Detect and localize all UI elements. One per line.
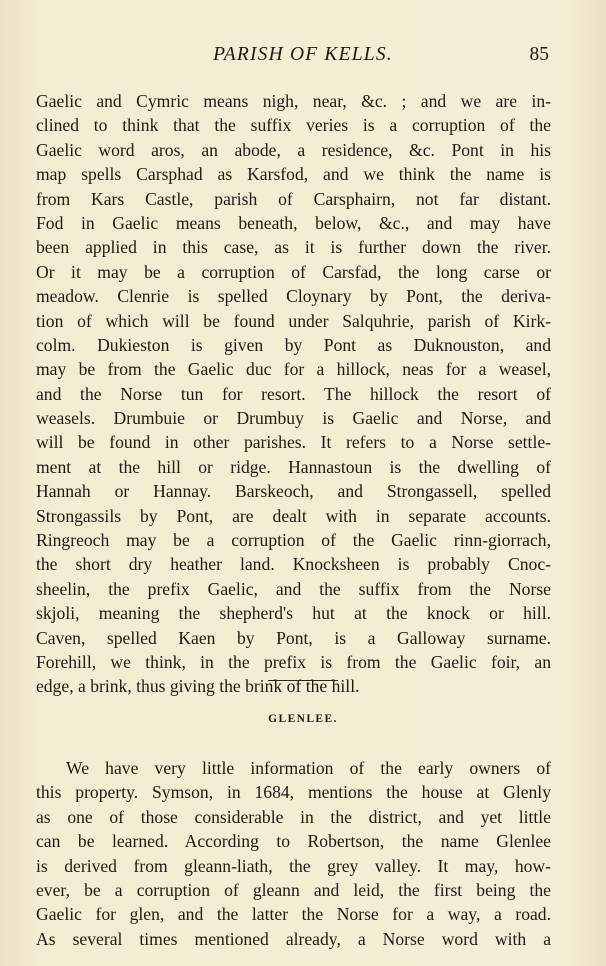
paragraph-kells-names — [36, 89, 551, 699]
text-line: Gaelic for glen, and the latter the Norse for a way, a road. — [36, 904, 551, 925]
text-line: will be found in other parishes. It refers to a Norse settle- — [36, 432, 551, 453]
text-line: sheelin, the prefix Gaelic, and the suffix from the Norse — [36, 578, 551, 599]
text-line: Fod in Gaelic means beneath, below, &c., and may have — [36, 212, 551, 233]
text-line: the short dry heather land. Knocksheen is probably Cnoc- — [36, 554, 551, 575]
text-line: may be from the Gaelic duc for a hillock, neas for a weasel, — [36, 359, 551, 380]
text-line: ever, be a corruption of gleann and leid, the first being the — [36, 879, 551, 900]
text-line: Gaelic word aros, an abode, a residence, &c. Pont in his — [36, 139, 551, 160]
text-line: Hannah or Hannay. Barskeoch, and Strongassell, spelled — [36, 481, 551, 502]
text-line: and the Norse tun for resort. The hillock the resort of — [36, 383, 551, 404]
section-divider-rule — [268, 680, 338, 681]
text-line: been applied in this case, as it is further down the river. — [36, 237, 551, 258]
text-line: weasels. Drumbuie or Drumbuy is Gaelic and Norse, and — [36, 408, 551, 429]
paragraph-glenlee — [36, 756, 551, 951]
text-line: clined to think that the suffix veries is a corruption of the — [36, 115, 551, 136]
text-line: map spells Carsphad as Karsfod, and we think the name is — [36, 164, 551, 185]
text-line: ment at the hill or ridge. Hannastoun is the dwelling of — [36, 456, 551, 477]
text-line: Gaelic and Cymric means nigh, near, &c. ; and we are in- — [36, 91, 551, 111]
text-line: Caven, spelled Kaen by Pont, is a Galloway surname. — [36, 627, 551, 648]
text-line: skjoli, meaning the shepherd's hut at the knock or hill. — [36, 603, 551, 624]
running-title: PARISH OF KELLS. — [213, 44, 393, 65]
text-line: colm. Dukieston is given by Pont as Duknouston, and — [36, 334, 551, 355]
text-line: is derived from gleann-liath, the grey valley. It may, how- — [36, 855, 551, 876]
section-heading-glenlee: GLENLEE. — [268, 713, 338, 725]
text-line: from Kars Castle, parish of Carsphairn, not far distant. — [36, 188, 551, 209]
text-line: Forehill, we think, in the prefix is from the Gaelic foir, an — [36, 651, 551, 672]
text-line: edge, a brink, thus giving the brink of the hill. — [36, 676, 360, 697]
text-line: Or it may be a corruption of Carsfad, the long carse or — [36, 261, 551, 282]
text-line: meadow. Clenrie is spelled Cloynary by Pont, the deriva- — [36, 286, 551, 307]
text-line: We have very little information of the early owners of — [66, 758, 551, 778]
text-line: this property. Symson, in 1684, mentions the house at Glenly — [36, 782, 551, 803]
running-header — [0, 44, 606, 72]
text-line: Ringreoch may be a corruption of the Gaelic rinn-giorrach, — [36, 530, 551, 551]
text-line: as one of those considerable in the district, and yet little — [36, 806, 551, 827]
page-number: 85 — [529, 44, 549, 65]
text-line: As several times mentioned already, a Norse word with a — [36, 928, 551, 949]
text-line: Strongassils by Pont, are dealt with in separate accounts. — [36, 505, 551, 526]
text-line: tion of which will be found under Salquhrie, parish of Kirk- — [36, 310, 551, 331]
text-line: can be learned. According to Robertson, the name Glenlee — [36, 831, 551, 852]
